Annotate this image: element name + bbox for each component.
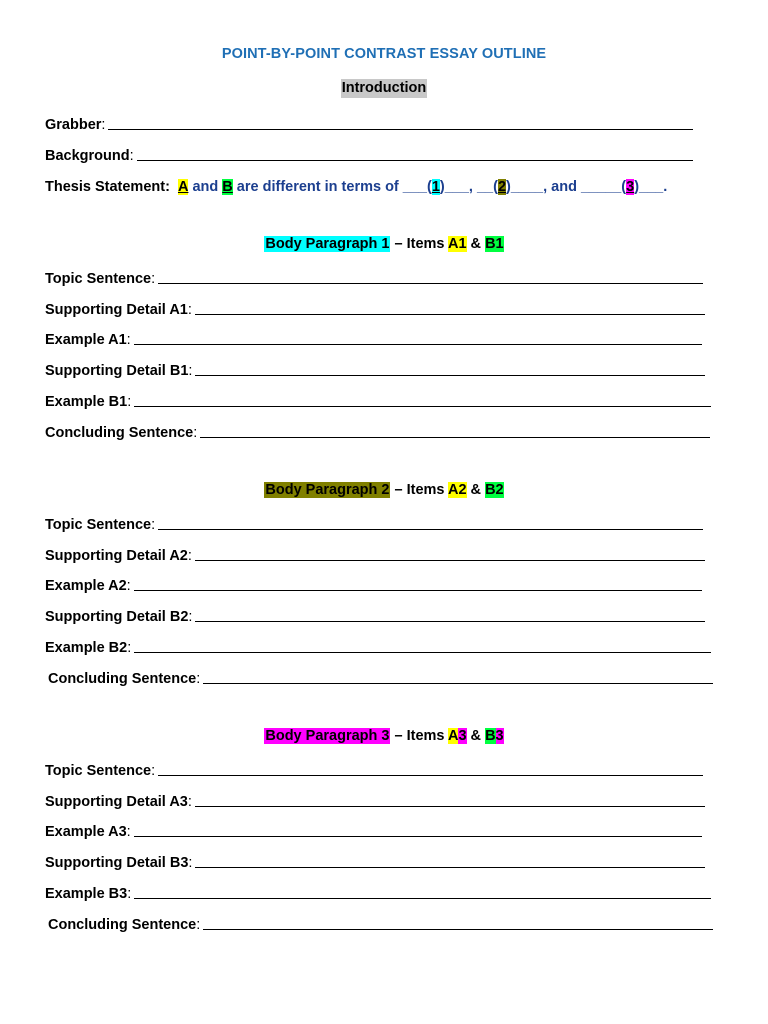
thesis-item-a: A (177, 179, 189, 195)
p3-detail-a-blank[interactable] (195, 806, 705, 807)
p1-detail-b-label: Supporting Detail B1 (45, 363, 189, 379)
p1-detail-a-row: Supporting Detail A1 : (45, 298, 705, 318)
p3-topic-blank[interactable] (158, 775, 703, 776)
thesis-label: Thesis Statement: (45, 179, 170, 195)
p1-detail-a-blank[interactable] (195, 314, 705, 315)
p2-detail-a-row: Supporting Detail A2 : (45, 544, 705, 564)
items-text: – Items (390, 482, 448, 498)
p2-detail-b-row: Supporting Detail B2 : (45, 605, 705, 625)
items-text: – Items (390, 236, 448, 252)
p2-example-a-row: Example A2 : (45, 574, 702, 594)
p1-example-a-blank[interactable] (134, 344, 702, 345)
p1-example-b-label: Example B1 (45, 394, 128, 410)
grabber-row: Grabber : (45, 113, 693, 133)
p2-example-a-label: Example A2 (45, 578, 127, 594)
p1-example-b-blank[interactable] (134, 406, 711, 407)
p3-detail-a-row: Supporting Detail A3 : (45, 790, 705, 810)
thesis-blank-3[interactable]: )____, and _____( (506, 179, 627, 195)
p3-example-b-row: Example B3 : (45, 882, 711, 902)
p3-example-b-label: Example B3 (45, 886, 128, 902)
p2-concluding-row: Concluding Sentence : (48, 667, 713, 687)
p2-concluding-blank[interactable] (203, 683, 713, 684)
p3-topic-row: Topic Sentence : (45, 759, 703, 779)
p2-detail-a-blank[interactable] (195, 560, 705, 561)
item-b1: B1 (485, 236, 504, 252)
body-paragraph-1-title: Body Paragraph 1 (265, 236, 390, 252)
p1-topic-row: Topic Sentence : (45, 267, 703, 287)
p3-detail-b-blank[interactable] (195, 867, 705, 868)
p2-topic-label: Topic Sentence (45, 517, 152, 533)
thesis-blank-2[interactable]: )___, __( (439, 179, 498, 195)
body-paragraph-2-title: Body Paragraph 2 (265, 482, 390, 498)
background-label: Background (45, 148, 130, 164)
p3-example-a-blank[interactable] (134, 836, 702, 837)
thesis-blank-1[interactable]: ___( (402, 179, 432, 195)
p1-example-b-row: Example B1 : (45, 390, 711, 410)
body-paragraph-3-heading (0, 728, 768, 744)
intro-heading-label: Introduction (341, 80, 427, 96)
thesis-end: )___. (634, 179, 668, 195)
thesis-and: and (188, 179, 223, 195)
p3-concluding-blank[interactable] (203, 929, 713, 930)
thesis-point-1: 1 (431, 179, 440, 195)
thesis-item-b: B (222, 179, 233, 195)
item-b3: B3 (485, 728, 504, 744)
p3-detail-b-row: Supporting Detail B3 : (45, 851, 705, 871)
p2-detail-b-blank[interactable] (195, 621, 705, 622)
p1-concluding-row: Concluding Sentence : (45, 421, 710, 441)
item-a1: A1 (447, 236, 467, 252)
thesis-middle: are different in terms of (232, 179, 403, 195)
item-a3: A3 (447, 728, 467, 744)
background-blank[interactable] (137, 160, 693, 161)
p2-example-b-row: Example B2 : (45, 636, 711, 656)
thesis-row (45, 175, 667, 195)
p2-concluding-label: Concluding Sentence (48, 671, 197, 687)
p3-topic-label: Topic Sentence (45, 763, 152, 779)
p3-concluding-row: Concluding Sentence : (48, 913, 713, 933)
grabber-label: Grabber (45, 117, 102, 133)
p3-detail-b-label: Supporting Detail B3 (45, 855, 189, 871)
p3-example-b-blank[interactable] (134, 898, 711, 899)
item-a2: A2 (447, 482, 467, 498)
p3-example-a-row: Example A3 : (45, 820, 702, 840)
p1-concluding-label: Concluding Sentence (45, 425, 194, 441)
background-row: Background : (45, 144, 693, 164)
items-text: – Items (390, 728, 448, 744)
p1-detail-b-row: Supporting Detail B1 : (45, 359, 705, 379)
item-b2: B2 (485, 482, 504, 498)
body-paragraph-3-title: Body Paragraph 3 (265, 728, 390, 744)
p1-example-a-label: Example A1 (45, 332, 127, 348)
p2-example-a-blank[interactable] (134, 590, 702, 591)
thesis-point-3: 3 (626, 179, 635, 195)
thesis-point-2: 2 (497, 179, 507, 195)
p2-topic-blank[interactable] (158, 529, 703, 530)
p3-concluding-label: Concluding Sentence (48, 917, 197, 933)
p3-detail-a-label: Supporting Detail A3 (45, 794, 188, 810)
intro-heading (0, 80, 768, 96)
ampersand: & (466, 482, 486, 498)
p1-detail-a-label: Supporting Detail A1 (45, 302, 188, 318)
body-paragraph-2-heading (0, 482, 768, 498)
p3-example-a-label: Example A3 (45, 824, 127, 840)
p2-topic-row: Topic Sentence : (45, 513, 703, 533)
ampersand: & (466, 728, 486, 744)
p2-example-b-blank[interactable] (134, 652, 711, 653)
grabber-blank[interactable] (108, 129, 693, 130)
p1-detail-b-blank[interactable] (195, 375, 705, 376)
body-paragraph-1-heading (0, 236, 768, 252)
p1-topic-blank[interactable] (158, 283, 703, 284)
p2-detail-b-label: Supporting Detail B2 (45, 609, 189, 625)
ampersand: & (466, 236, 486, 252)
p2-detail-a-label: Supporting Detail A2 (45, 548, 188, 564)
p1-topic-label: Topic Sentence (45, 271, 152, 287)
document-title: POINT-BY-POINT CONTRAST ESSAY OUTLINE (221, 46, 547, 62)
p1-concluding-blank[interactable] (200, 437, 710, 438)
p2-example-b-label: Example B2 (45, 640, 128, 656)
p1-example-a-row: Example A1 : (45, 328, 702, 348)
